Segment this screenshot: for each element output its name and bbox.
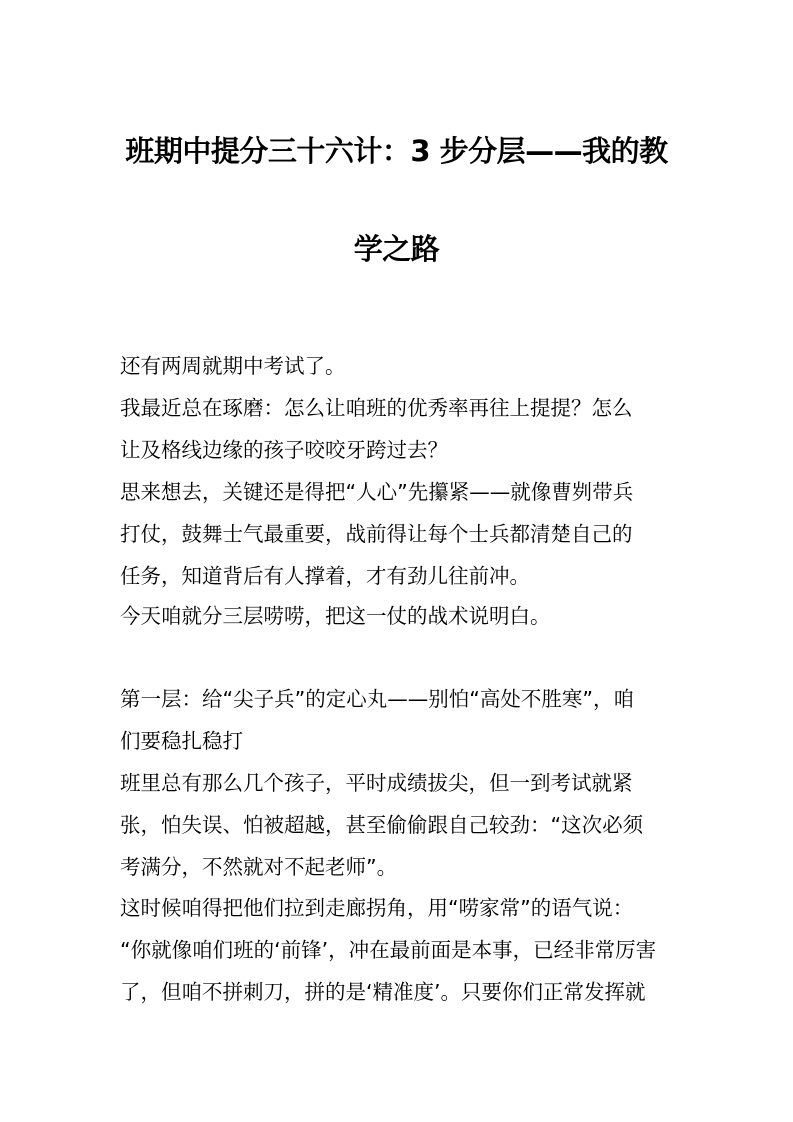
document-title-line-2: 学之路	[353, 232, 440, 266]
paragraph-line: 任务，知道背后有人撑着，才有劲儿往前冲。	[120, 564, 530, 588]
paragraph-line: 打仗，鼓舞士气最重要，战前得让每个士兵都清楚自己的	[120, 522, 633, 546]
paragraph-line: 考满分，不然就对不起老师”。	[120, 855, 398, 879]
paragraph-line: 今天咱就分三层唠唠，把这一仗的战术说明白。	[120, 604, 551, 628]
paragraph-line: 了，但咱不拼刺刀，拼的是‘精准度’。只要你们正常发挥就	[120, 980, 646, 1004]
paragraph-line: 让及格线边缘的孩子咬咬牙跨过去？	[120, 438, 448, 462]
paragraph-line: 思来想去，关键还是得把“人心”先攥紧——就像曹刿带兵	[120, 480, 634, 504]
paragraph-line: 还有两周就期中考试了。	[120, 354, 346, 378]
paragraph-line: “你就像咱们班的‘前锋’，冲在最前面是本事，已经非常厉害	[120, 938, 657, 962]
paragraph-line: 我最近总在琢磨：怎么让咱班的优秀率再往上提提？怎么	[120, 396, 633, 420]
paragraph-line: 班里总有那么几个孩子，平时成绩拔尖，但一到考试就紧	[120, 771, 633, 795]
section-heading-line: 们要稳扎稳打	[120, 729, 243, 753]
document-title-line-1: 班期中提分三十六计：3 步分层——我的教	[125, 134, 668, 168]
paragraph-line: 张，怕失误、怕被超越，甚至偷偷跟自己较劲：“这次必须	[120, 813, 644, 837]
paragraph-line: 这时候咱得把他们拉到走廊拐角，用“唠家常”的语气说：	[120, 896, 634, 920]
section-heading-line: 第一层：给“尖子兵”的定心丸——别怕“高处不胜寒”，咱	[120, 687, 634, 711]
